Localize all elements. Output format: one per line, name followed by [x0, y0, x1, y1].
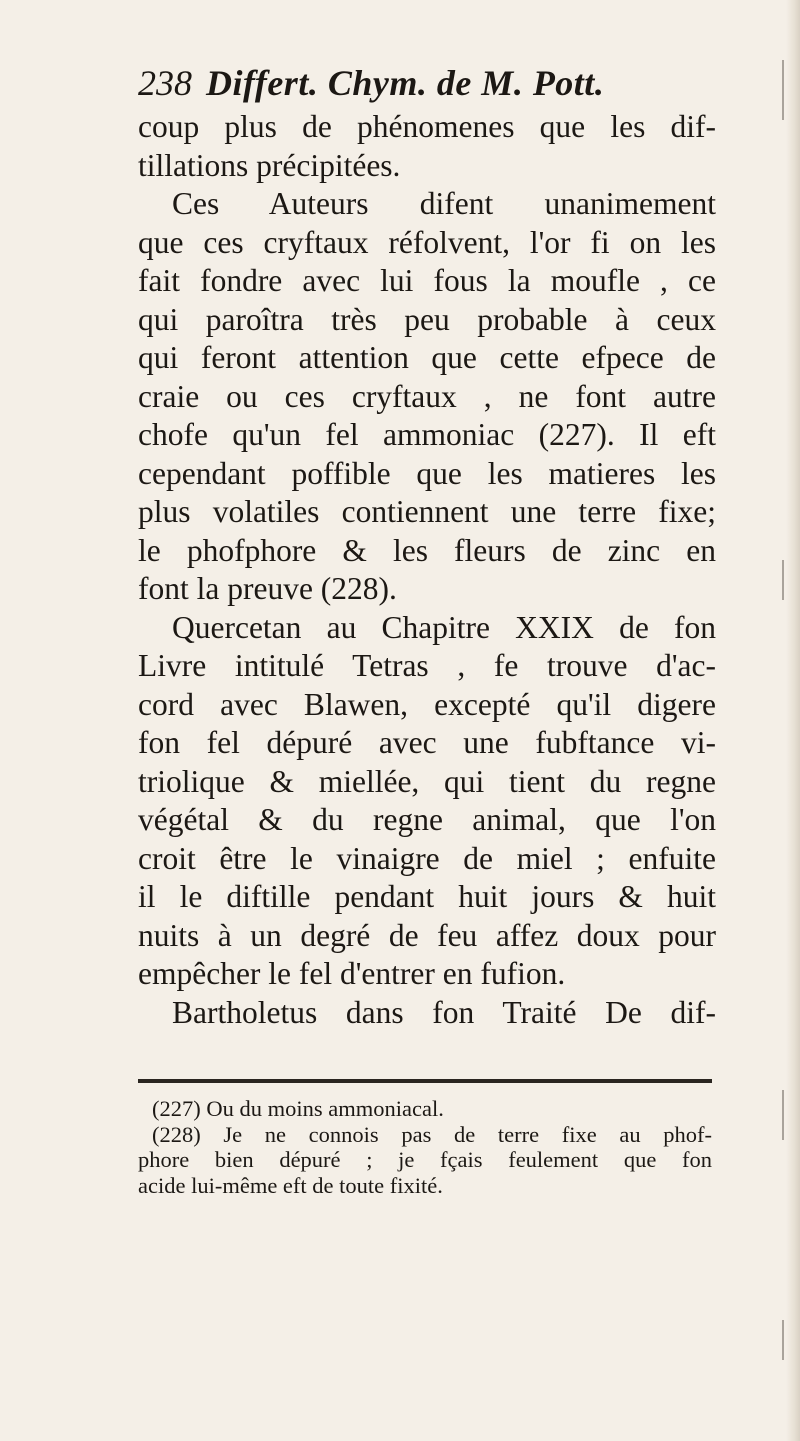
page-number: 238 — [138, 63, 192, 103]
footnote-line: phore bien dépuré ; je fçais feulement que fon — [138, 1147, 712, 1172]
text-line: Bartholetus dans fon Traité De dif- — [172, 994, 716, 1030]
text-line: croit être le vinaigre de miel ; enfuite — [138, 840, 716, 876]
running-title: Differt. Chym. de M. Pott. — [206, 63, 605, 103]
footnote-line: (228) Je ne connois pas de terre fixe au phof- — [152, 1121, 712, 1147]
text-line: tillations précipitées. — [138, 147, 401, 183]
text-line: qui paroîtra très peu probable à ceux — [138, 301, 716, 337]
page-edge-line — [782, 1320, 784, 1360]
text-line: Quercetan au Chapitre XXIX de fon — [172, 609, 716, 645]
text-line: font la preuve (228). — [138, 571, 397, 606]
page-edge-line — [782, 1090, 784, 1140]
text-line: cependant poffible que les matieres les — [138, 455, 716, 491]
text-line: chofe qu'un fel ammoniac (227). Il eft — [138, 417, 716, 452]
text-line: nuits à un degré de feu affez doux pour — [138, 917, 716, 953]
running-header — [138, 62, 604, 104]
footnote-rule — [138, 1079, 712, 1083]
page-edge-line — [782, 60, 784, 120]
text-line: empêcher le fel d'entrer en fufion. — [138, 956, 566, 991]
text-line: il le diftille pendant huit jours & huit — [138, 879, 716, 914]
text-line: fon fel dépuré avec une fubftance vi- — [138, 725, 716, 760]
page-edge-line — [782, 560, 784, 600]
page-edge-shadow — [786, 0, 800, 1441]
text-line: végétal & du regne animal, que l'on — [138, 802, 716, 837]
text-line: Ces Auteurs difent unanimement — [172, 186, 716, 221]
text-line: le phofphore & les fleurs de zinc en — [138, 532, 716, 568]
text-line: fait fondre avec lui fous la moufle , ce — [138, 263, 716, 298]
text-line: cord avec Blawen, excepté qu'il digere — [138, 686, 716, 722]
text-line: plus volatiles contiennent une terre fixe; — [138, 494, 716, 529]
text-line: craie ou ces cryftaux , ne font autre — [138, 378, 716, 414]
body-text — [138, 108, 716, 1032]
text-line: coup plus de phénomenes que les dif- — [138, 109, 716, 144]
text-line: Livre intitulé Tetras , fe trouve d'ac- — [138, 648, 716, 683]
text-line: triolique & miellée, qui tient du regne — [138, 763, 716, 799]
text-line: qui feront attention que cette efpece de — [138, 340, 716, 375]
footnote-line: (227) Ou du moins ammoniacal. — [152, 1096, 444, 1121]
footnotes — [138, 1096, 712, 1198]
footnote-line: acide lui-même eft de toute fixité. — [138, 1172, 443, 1198]
text-line: que ces cryftaux réfolvent, l'or fi on les — [138, 224, 716, 260]
